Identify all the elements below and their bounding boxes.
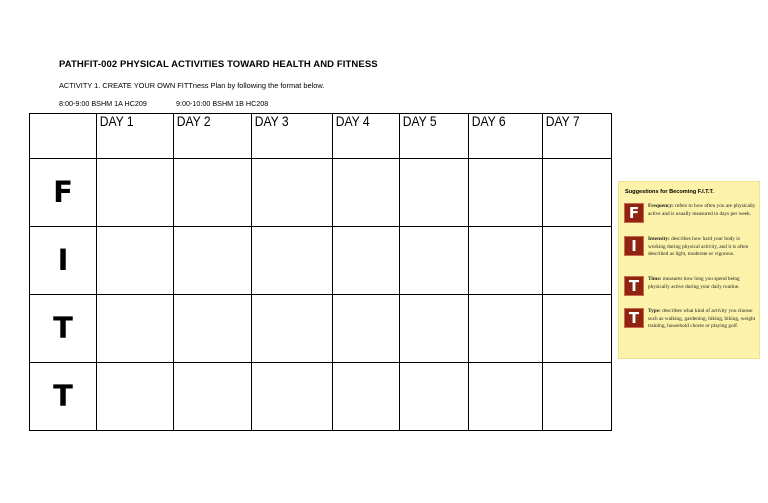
suggestion-term: Type: — [648, 308, 661, 314]
day-header-3 — [252, 114, 333, 159]
table-row-type — [30, 363, 612, 431]
day-header-4 — [333, 114, 400, 159]
suggestion-term: Frequency: — [648, 203, 674, 209]
fitt-plan-table — [29, 113, 612, 431]
plan-cell[interactable] — [333, 363, 400, 431]
plan-cell[interactable] — [400, 159, 469, 227]
suggestion-text — [648, 276, 758, 291]
plan-cell[interactable] — [333, 227, 400, 295]
suggestion-term: Intensity: — [648, 236, 670, 242]
suggestion-detail: measures how long you spend being physically active during your daily routine. — [648, 276, 740, 290]
day-label: DAY 3 — [254, 114, 289, 129]
fitt-suggestions-panel — [618, 181, 760, 359]
plan-cell[interactable] — [469, 159, 543, 227]
table-row-frequency — [30, 159, 612, 227]
plan-cell[interactable] — [543, 159, 612, 227]
day-label: DAY 7 — [545, 114, 580, 129]
plan-cell[interactable] — [97, 363, 174, 431]
suggestion-term: Time: — [648, 276, 662, 282]
plan-cell[interactable] — [174, 363, 252, 431]
table-row-time — [30, 295, 612, 363]
plan-cell[interactable] — [97, 227, 174, 295]
i-letter-icon: I — [624, 236, 644, 256]
suggestion-detail: describes how hard your body is working during physical activity, and it is often described as light, moderate or vigorous. — [648, 236, 749, 258]
day-header-6 — [469, 114, 543, 159]
plan-cell[interactable] — [400, 227, 469, 295]
schedule-section-b: 9:00-10:00 BSHM 1B HC208 — [176, 99, 269, 108]
suggestion-text — [648, 308, 758, 331]
plan-cell[interactable] — [252, 227, 333, 295]
day-header-1 — [97, 114, 174, 159]
row-label-t-time: T — [30, 295, 97, 363]
plan-cell[interactable] — [543, 227, 612, 295]
plan-cell[interactable] — [543, 363, 612, 431]
page-title: PATHFIT-002 PHYSICAL ACTIVITIES TOWARD HEALTH AND FITNESS — [59, 59, 378, 70]
plan-cell[interactable] — [252, 159, 333, 227]
plan-cell[interactable] — [174, 227, 252, 295]
day-label: DAY 2 — [176, 114, 211, 129]
plan-cell[interactable] — [97, 295, 174, 363]
row-label-i: I — [30, 227, 97, 295]
suggestion-detail: describes what kind of activity you choose such as walking, gardening, hiking, biking, weight training, household chores or playing golf. — [648, 308, 756, 330]
plan-cell[interactable] — [333, 159, 400, 227]
suggestions-title: Suggestions for Becoming F.I.T.T. — [625, 189, 714, 195]
suggestion-text — [648, 236, 758, 259]
plan-cell[interactable] — [543, 295, 612, 363]
row-label-f: F — [30, 159, 97, 227]
plan-cell[interactable] — [252, 363, 333, 431]
day-header-5 — [400, 114, 469, 159]
day-label: DAY 4 — [335, 114, 370, 129]
activity-instructions: ACTIVITY 1. CREATE YOUR OWN FITTness Plan by following the format below. — [59, 81, 325, 90]
day-header-2 — [174, 114, 252, 159]
day-header-7 — [543, 114, 612, 159]
schedule-section-a: 8:00-9:00 BSHM 1A HC209 — [59, 99, 147, 108]
day-label: DAY 5 — [402, 114, 437, 129]
t-letter-icon: T — [624, 276, 644, 296]
plan-cell[interactable] — [97, 159, 174, 227]
plan-cell[interactable] — [469, 363, 543, 431]
plan-cell[interactable] — [174, 295, 252, 363]
table-header-row — [30, 114, 612, 159]
day-label: DAY 1 — [99, 114, 134, 129]
plan-cell[interactable] — [400, 363, 469, 431]
plan-cell[interactable] — [174, 159, 252, 227]
suggestion-text — [648, 203, 758, 218]
suggestion-detail: refers to how often you are physically active and is usually measured in days per week. — [648, 203, 756, 217]
plan-cell[interactable] — [252, 295, 333, 363]
f-letter-icon: F — [624, 203, 644, 223]
plan-cell[interactable] — [469, 227, 543, 295]
plan-cell[interactable] — [400, 295, 469, 363]
t-letter-icon: T — [624, 308, 644, 328]
table-row-intensity — [30, 227, 612, 295]
plan-cell[interactable] — [333, 295, 400, 363]
header-corner-cell — [30, 114, 97, 159]
row-label-t-type: T — [30, 363, 97, 431]
day-label: DAY 6 — [471, 114, 506, 129]
plan-cell[interactable] — [469, 295, 543, 363]
